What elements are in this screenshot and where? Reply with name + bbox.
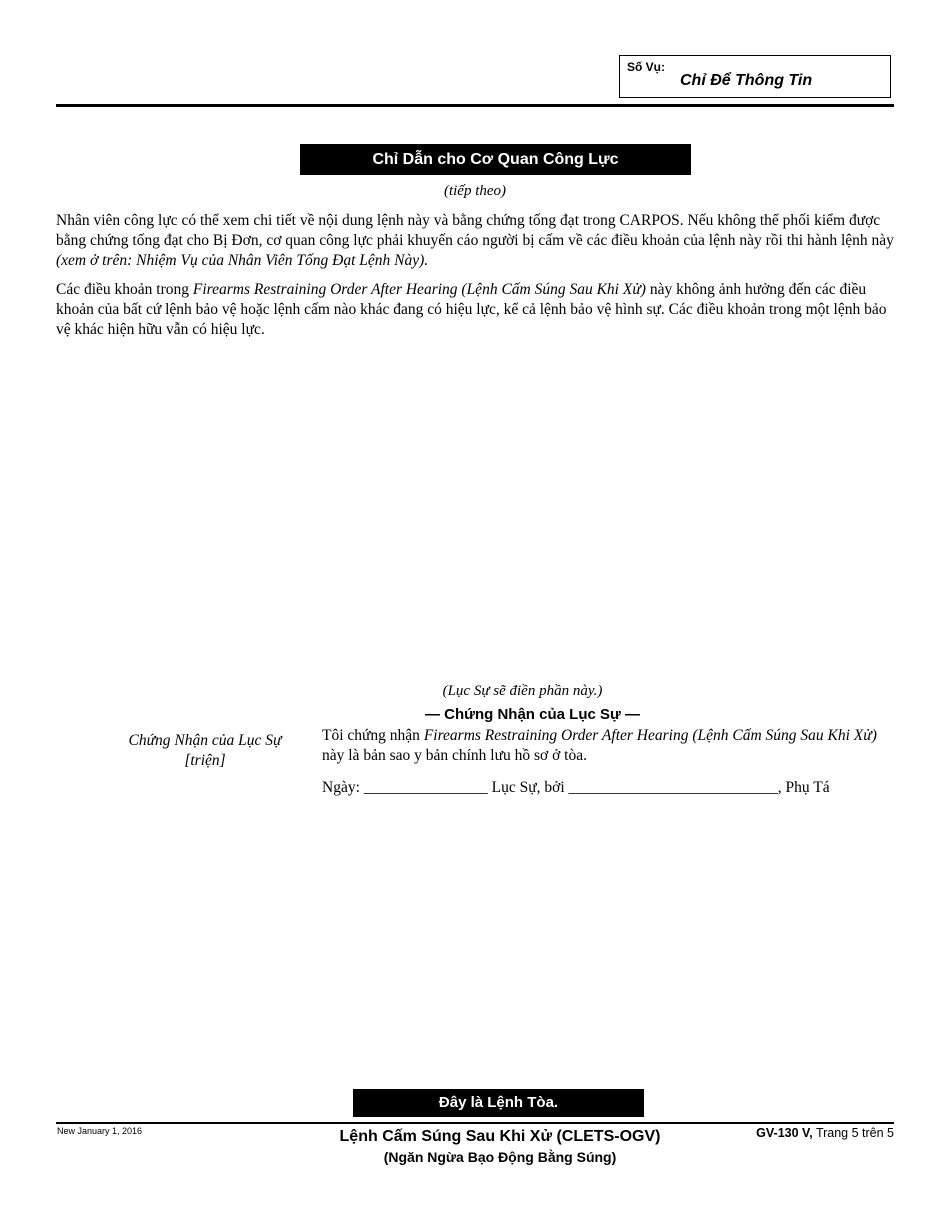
date-label: Ngày: [322, 779, 360, 796]
clerk-seal-label: Chứng Nhận của Lục Sự [triện] [128, 732, 282, 769]
paragraph-other-orders-start: Các điều khoản trong [56, 281, 193, 298]
case-number-box [619, 55, 891, 98]
clerk-certificate-form-name: Firearms Restraining Order After Hearing (Lệnh Cấm Súng Sau Khi Xử) [423, 727, 877, 744]
clerk-fill-note: (Lục Sự sẽ điền phần này.) [442, 683, 603, 699]
case-number-value: Chỉ Để Thông Tin [680, 72, 813, 89]
revision-date: New January 1, 2016 [57, 1126, 143, 1136]
court-order-banner: Đây là Lệnh Tòa. [353, 1089, 644, 1117]
form-id: GV-130 V, [756, 1126, 813, 1140]
paragraph-carpos-text: Nhân viên công lực có thể xem chi tiết về nội dung lệnh này và bằng chứng tống đạt trong CARPOS. Nếu không thể phối kiểm được bằng chứng tống đạt cho Bị Đơn, cơ quan công lực phải khuyến cáo người bị cấm về các điều khoản của lệnh này rồi thi hành lệnh này [56, 212, 894, 249]
paragraph-carpos-reference: (xem ở trên: Nhiệm Vụ của Nhân Viên Tống Đạt Lệnh Này). [56, 252, 429, 269]
case-number-label: Số Vụ: [627, 60, 665, 74]
continued-note: (tiếp theo) [443, 183, 507, 199]
paragraph-other-orders [56, 280, 894, 340]
section-title: Chỉ Dẫn cho Cơ Quan Công Lực [300, 144, 691, 175]
deputy-label: , Phụ Tá [777, 779, 830, 796]
clerk-signature-line [322, 779, 892, 797]
footer-divider [56, 1122, 894, 1124]
form-subtitle: (Ngăn Ngừa Bạo Động Bằng Súng) [383, 1149, 617, 1165]
paragraph-carpos [56, 211, 894, 271]
clerk-certificate-end: này là bản sao y bản chính lưu hồ sơ ở tòa. [322, 747, 587, 764]
paragraph-other-orders-form-name: Firearms Restraining Order After Hearing (Lệnh Cấm Súng Sau Khi Xử) [192, 281, 646, 298]
paragraph-other-orders-end: này không ảnh hưởng đến các điều khoản của bất cứ lệnh bảo vệ hoặc lệnh cấm nào khác đang có hiệu lực, kể cả lệnh bảo vệ hình sự. Các điều khoản trong một lệnh bảo vệ khác hiện hữu vẫn có hiệu lực. [56, 281, 887, 338]
clerk-certificate-title: — Chứng Nhận của Lục Sự — [424, 706, 641, 723]
date-field[interactable]: ________________ [363, 779, 488, 796]
clerk-certificate-body [322, 726, 887, 766]
page-indicator [756, 1126, 894, 1140]
page-number: Trang 5 trên 5 [815, 1126, 894, 1140]
deputy-name-field[interactable]: ___________________________ [568, 779, 778, 796]
header-divider [56, 104, 894, 107]
form-title: Lệnh Cấm Súng Sau Khi Xử (CLETS-OGV) [339, 1128, 661, 1145]
clerk-label: Lục Sự, bởi [491, 779, 565, 796]
clerk-certificate-start: Tôi chứng nhận [322, 727, 424, 744]
